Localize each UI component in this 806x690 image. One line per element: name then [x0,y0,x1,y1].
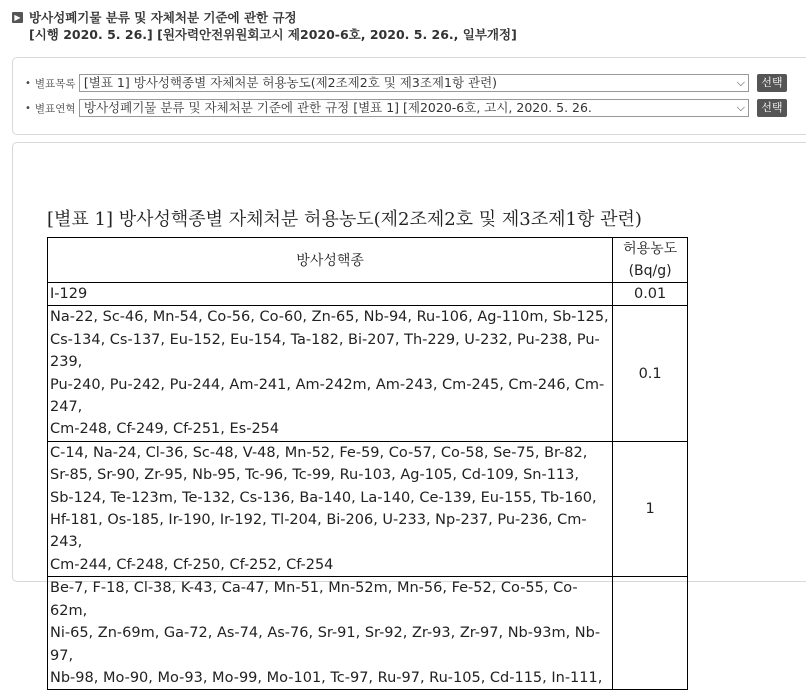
bullet-icon: • [25,77,31,89]
table-header-row [48,238,688,283]
table-row [48,441,688,576]
appendix-selector-panel [12,57,806,135]
limit-cell: 1 [613,441,688,576]
law-header [12,8,802,44]
nuclide-line: Nb-98, Mo-90, Mo-93, Mo-99, Mo-101, Tc-97, Ru-97, Ru-105, Cd-115, In-111, [50,669,603,686]
appendix-history-select-button[interactable]: 선택 [757,99,787,117]
nuclide-line: C-14, Na-24, Cl-36, Sc-48, V-48, Mn-52, Fe-59, Co-57, Co-58, Se-75, Br-82, [50,444,588,461]
nuclide-cell [48,577,613,690]
nuclide-line: Ni-65, Zn-69m, Ga-72, As-74, As-76, Sr-91, Sr-92, Zr-93, Zr-97, Nb-93m, Nb-97, [50,625,601,664]
nuclide-line: Sr-85, Sr-90, Zr-95, Nb-95, Tc-96, Tc-99, Ru-103, Ag-105, Cd-109, Sn-113, [50,467,579,484]
appendix-list-select-button[interactable]: 선택 [757,74,787,92]
nuclide-cell [48,306,613,441]
law-enforcement-info: [시행 2020. 5. 26.] [원자력안전위원회고시 제2020-6호, 2020. 5. 26., 일부개정] [29,27,517,42]
bullet-icon: • [25,102,31,114]
appendix-list-label: 별표목록 [34,77,76,90]
table-row [48,577,688,690]
nuclide-line: Pu-240, Pu-242, Pu-244, Am-241, Am-242m, Am-243, Cm-245, Cm-246, Cm-247, [50,376,605,416]
appendix-history-label: 별표연혁 [34,102,76,115]
appendix-list-select[interactable] [79,74,749,92]
limit-cell: 0.01 [613,283,688,306]
appendix-list-row [25,73,787,93]
table-row [48,283,688,306]
nuclide-line: Be-7, F-18, Cl-38, K-43, Ca-47, Mn-51, Mn-52m, Mn-56, Fe-52, Co-55, Co-62m, [50,580,578,619]
nuclide-line: Cs-134, Cs-137, Eu-152, Eu-154, Ta-182, Bi-207, Th-229, U-232, Pu-238, Pu-239, [50,331,600,371]
nuclide-line: Na-22, Sc-46, Mn-54, Co-56, Co-60, Zn-65, Nb-94, Ru-106, Ag-110m, Sb-125, [50,309,609,326]
nuclide-line: Cm-244, Cf-248, Cf-250, Cf-252, Cf-254 [50,556,334,573]
limit-header-line1: 허용농도 [623,241,678,257]
nuclide-cell [48,283,613,306]
nuclide-cell [48,441,613,576]
nuclide-line: Sb-124, Te-123m, Te-132, Cs-136, Ba-140, La-140, Ce-139, Eu-155, Tb-160, [50,489,597,506]
limit-cell: 0.1 [613,306,688,441]
limit-cell [613,577,688,690]
appendix-history-select[interactable] [79,99,749,117]
chevron-down-icon: ⌵ [736,76,745,89]
table-row [48,306,688,441]
appendix-history-value: 방사성폐기물 분류 및 자체처분 기준에 관한 규정 [별표 1] [제2020-6호, 고시, 2020. 5. 26. [83,100,592,115]
nuclide-limit-table [47,237,688,690]
limit-header-line2: (Bq/g) [628,263,672,279]
appendix-title: [별표 1] 방사성핵종별 자체처분 허용농도(제2조제2호 및 제3조제1항 관련) [47,209,642,230]
nuclide-line: Hf-181, Os-185, Ir-190, Ir-192, Tl-204, Bi-206, U-233, Np-237, Pu-236, Cm-243, [50,512,587,551]
nuclide-column-header: 방사성핵종 [48,238,613,283]
arrow-right-icon: ▶ [12,12,23,23]
chevron-down-icon: ⌵ [736,101,745,114]
appendix-list-value: [별표 1] 방사성핵종별 자체처분 허용농도(제2조제2호 및 제3조제1항 관련) [83,75,498,90]
law-title: 방사성폐기물 분류 및 자체처분 기준에 관한 규정 [29,10,297,25]
nuclide-line: Cm-248, Cf-249, Cf-251, Es-254 [50,421,280,438]
nuclide-line: I-129 [50,286,88,302]
law-title-line [12,8,802,26]
limit-column-header [613,238,688,283]
appendix-history-row [25,98,787,118]
